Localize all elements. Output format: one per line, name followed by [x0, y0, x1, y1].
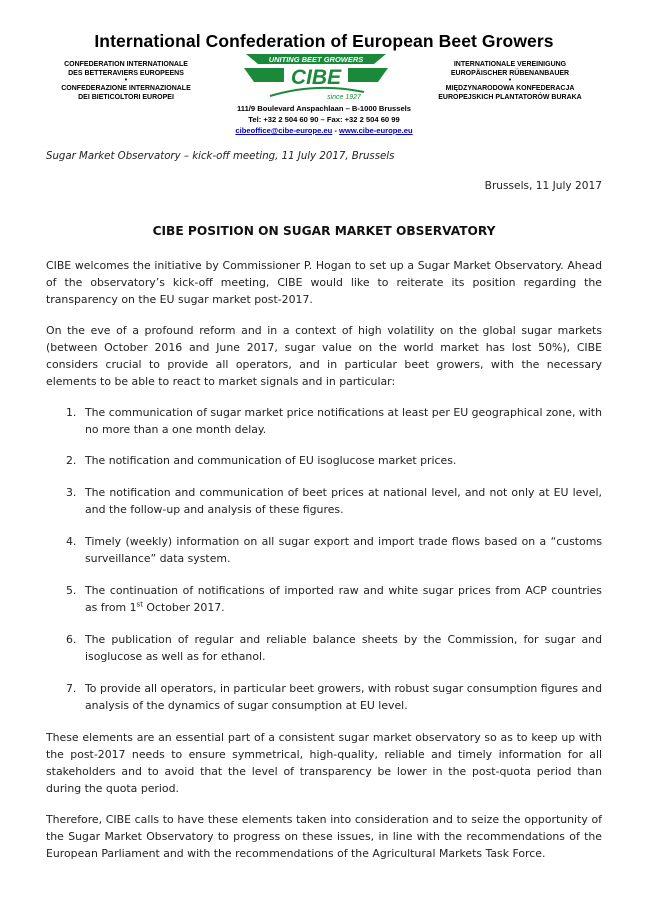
contact-links [190, 125, 458, 136]
list-item-number: 5. [66, 584, 77, 597]
list-item [66, 582, 602, 616]
header-left-separator: • [124, 77, 128, 84]
header-right-line1: INTERNATIONALE VEREINIGUNG [453, 61, 567, 68]
list-item-number: 2. [66, 454, 77, 467]
list-item-text: Timely (weekly) information on all sugar export and import trade flows based on a “customs surveillance” data system. [85, 535, 602, 565]
list-item [66, 452, 602, 469]
list-item-number: 1. [66, 406, 77, 419]
logo-right-wing [348, 68, 388, 82]
logo-tagline: UNITING BEET GROWERS [268, 55, 364, 64]
header-right-line4: EUROPEJSKICH PLANTATORÓW BURAKA [438, 94, 582, 101]
list-item [66, 484, 602, 518]
conclusion-paragraph: Therefore, CIBE calls to have these elements taken into consideration and to seize the opportunity of the Sugar Market Observatory to progress on these issues, in line with the recommendations of the European Parliament and with the recommendations of the Agricultural Markets Task Force. [46, 813, 602, 860]
postal-address: 111/9 Boulevard Anspachlaan – B-1000 Brussels [236, 104, 412, 113]
website-link[interactable]: www.cibe-europe.eu [339, 126, 413, 135]
list-item-text: The communication of sugar market price notifications at least per EU geographical zone, with no more than a one month delay. [85, 406, 602, 436]
list-item-number: 6. [66, 633, 77, 646]
header-left-line2: DES BETTERAVIERS EUROPEENS [68, 70, 184, 77]
ordinal-suffix: st [136, 600, 143, 609]
list-item [66, 631, 602, 665]
contact-separator: - [332, 126, 340, 135]
header-right-separator: • [508, 77, 512, 84]
essential-paragraph: These elements are an essential part of a consistent sugar market observatory so as to keep up with the post-2017 needs to ensure symmetrical, high-quality, reliable and timely information for all stakeholders and to avoid that the level of transparency be lower in the post-quota period than during the quota period. [46, 731, 602, 795]
list-item-text-start: The continuation of notifications of imported raw and white sugar prices from ACP countries as from 1 [85, 584, 602, 614]
list-item-number: 3. [66, 486, 77, 499]
list-item-text: To provide all operators, in particular beet growers, with robust sugar consumption figures and analysis of the dynamics of sugar consumption at EU level. [85, 682, 602, 712]
list-item [66, 680, 602, 714]
document-date: Brussels, 11 July 2017 [484, 180, 602, 192]
context-paragraph: On the eve of a profound reform and in a context of high volatility on the global sugar markets (between October 2016 and June 2017, sugar value on the world market has lost 50%), CIBE considers crucial to provide all operators, and in particular beet growers, with the necessary elements to be able to react to market signals and in particular: [46, 324, 602, 388]
list-item-text: The notification and communication of beet prices at national level, and not only at EU level, and the follow-up and analysis of these figures. [85, 486, 602, 516]
header-right-names [420, 60, 600, 102]
list-item [66, 404, 602, 438]
list-item [66, 533, 602, 567]
logo-since: since 1927 [327, 94, 361, 101]
list-item-number: 4. [66, 535, 77, 548]
list-item-text [85, 582, 602, 616]
header-left-line3: CONFEDERAZIONE INTERNAZIONALE [61, 85, 191, 92]
intro-paragraph: CIBE welcomes the initiative by Commissioner P. Hogan to set up a Sugar Market Observatory. Ahead of the observatory’s kick-off meeting, CIBE would like to reiterate its position regarding the transparency on the EU sugar market post-2017. [46, 259, 602, 306]
header-left-line4: DEI BIETICOLTORI EUROPEI [78, 94, 174, 101]
document-title: CIBE POSITION ON SUGAR MARKET OBSERVATORY [152, 224, 496, 238]
header-left-names [36, 60, 216, 102]
phone-fax: Tel: +32 2 504 60 90 – Fax: +32 2 504 60 99 [248, 115, 400, 124]
header-left-line1: CONFEDERATION INTERNATIONALE [64, 61, 188, 68]
list-item-text: The publication of regular and reliable balance sheets by the Commission, for sugar and isoglucose as well as for ethanol. [85, 633, 602, 663]
org-title: International Confederation of European Beet Growers [94, 31, 554, 51]
logo-left-wing [244, 68, 284, 82]
list-item-text: The notification and communication of EU isoglucose market prices. [85, 454, 457, 467]
document-subtitle: Sugar Market Observatory – kick-off meeting, 11 July 2017, Brussels [46, 151, 395, 162]
header-right-line2: EUROPÄISCHER RÜBENANBAUER [450, 70, 570, 77]
header-right-line3: MIĘDZYNARODOWA KONFEDERACJA [445, 85, 575, 92]
logo-wordmark: CIBE [290, 66, 342, 89]
list-item-text-end: October 2017. [142, 601, 225, 614]
email-link[interactable]: cibeoffice@cibe-europe.eu [235, 126, 333, 135]
list-item-number: 7. [66, 682, 77, 695]
cibe-logo [240, 52, 392, 104]
